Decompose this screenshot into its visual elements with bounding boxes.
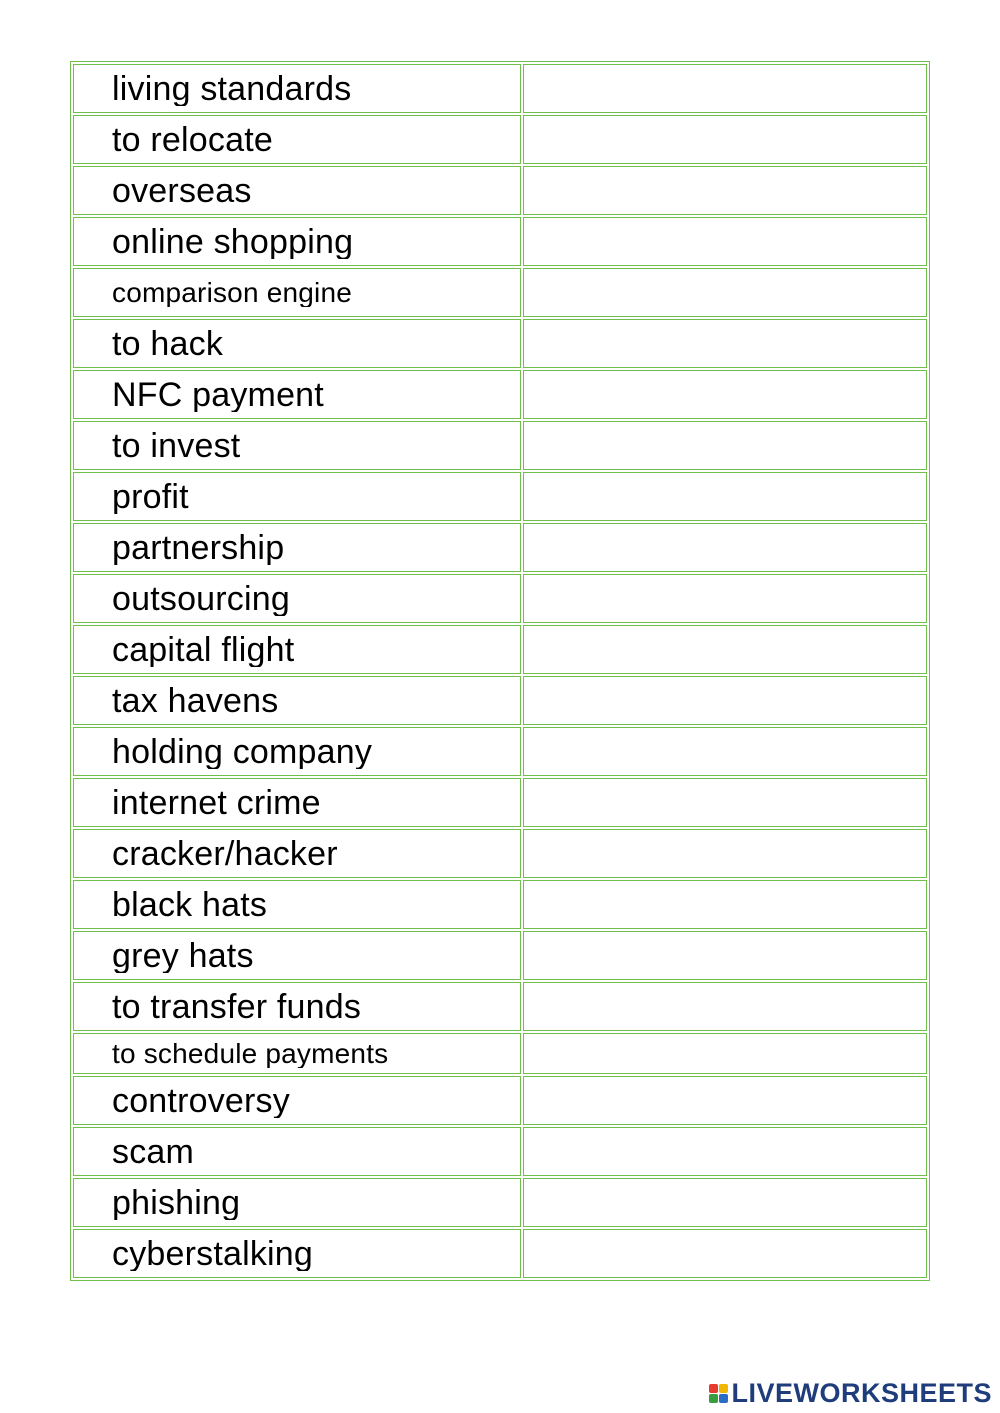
answer-input[interactable]	[524, 65, 926, 112]
answer-input[interactable]	[524, 626, 926, 673]
table-row	[73, 727, 927, 776]
table-row	[73, 268, 927, 317]
table-row	[73, 625, 927, 674]
table-row	[73, 829, 927, 878]
answer-input[interactable]	[524, 422, 926, 469]
term-label: profit	[112, 479, 189, 514]
answer-cell[interactable]	[523, 115, 927, 164]
term-cell	[73, 472, 521, 521]
term-cell	[73, 115, 521, 164]
term-label: phishing	[112, 1185, 241, 1220]
term-cell	[73, 931, 521, 980]
term-cell	[73, 268, 521, 317]
term-cell	[73, 676, 521, 725]
answer-input[interactable]	[524, 371, 926, 418]
vocabulary-table	[70, 61, 930, 1281]
answer-cell[interactable]	[523, 217, 927, 266]
term-label: to invest	[112, 428, 241, 463]
table-row	[73, 64, 927, 113]
logo-text: LIVEWORKSHEETS	[731, 1378, 992, 1408]
answer-input[interactable]	[524, 728, 926, 775]
table-row	[73, 1178, 927, 1227]
term-label: scam	[112, 1134, 195, 1169]
table-row	[73, 472, 927, 521]
table-row	[73, 217, 927, 266]
answer-cell[interactable]	[523, 268, 927, 317]
answer-cell[interactable]	[523, 472, 927, 521]
term-cell	[73, 574, 521, 623]
answer-cell[interactable]	[523, 370, 927, 419]
term-label: holding company	[112, 734, 373, 769]
term-cell	[73, 370, 521, 419]
answer-input[interactable]	[524, 932, 926, 979]
table-row	[73, 319, 927, 368]
term-label: to hack	[112, 326, 224, 361]
term-cell	[73, 1033, 521, 1074]
table-row	[73, 1076, 927, 1125]
term-label: capital flight	[112, 632, 295, 667]
term-cell	[73, 523, 521, 572]
term-cell	[73, 880, 521, 929]
logo-square-yellow	[719, 1384, 728, 1393]
term-cell	[73, 625, 521, 674]
answer-input[interactable]	[524, 677, 926, 724]
table-row	[73, 880, 927, 929]
answer-input[interactable]	[524, 1077, 926, 1124]
table-row	[73, 676, 927, 725]
term-label: cyberstalking	[112, 1236, 314, 1271]
table-row	[73, 115, 927, 164]
term-label: cracker/hacker	[112, 836, 338, 871]
term-cell	[73, 217, 521, 266]
answer-cell[interactable]	[523, 880, 927, 929]
answer-input[interactable]	[524, 1230, 926, 1277]
liveworksheets-logo-icon	[709, 1384, 728, 1403]
term-cell	[73, 64, 521, 113]
answer-cell[interactable]	[523, 523, 927, 572]
answer-input[interactable]	[524, 983, 926, 1030]
answer-input[interactable]	[524, 218, 926, 265]
answer-cell[interactable]	[523, 1178, 927, 1227]
term-cell	[73, 319, 521, 368]
term-cell	[73, 778, 521, 827]
table-row	[73, 778, 927, 827]
term-label: overseas	[112, 173, 252, 208]
table-row	[73, 421, 927, 470]
answer-input[interactable]	[524, 1034, 926, 1073]
answer-input[interactable]	[524, 1128, 926, 1175]
answer-input[interactable]	[524, 881, 926, 928]
answer-cell[interactable]	[523, 931, 927, 980]
table-row	[73, 1229, 927, 1278]
term-label: to transfer funds	[112, 989, 362, 1024]
table-row	[73, 1033, 927, 1074]
answer-cell[interactable]	[523, 727, 927, 776]
answer-cell[interactable]	[523, 1127, 927, 1176]
term-cell	[73, 421, 521, 470]
answer-cell[interactable]	[523, 574, 927, 623]
liveworksheets-logo[interactable]	[709, 1378, 992, 1409]
table-row	[73, 370, 927, 419]
term-label: outsourcing	[112, 581, 290, 616]
answer-input[interactable]	[524, 575, 926, 622]
answer-input[interactable]	[524, 116, 926, 163]
answer-cell[interactable]	[523, 1076, 927, 1125]
term-cell	[73, 1076, 521, 1125]
logo-square-blue	[719, 1394, 728, 1403]
answer-cell[interactable]	[523, 64, 927, 113]
answer-cell[interactable]	[523, 829, 927, 878]
term-cell	[73, 1229, 521, 1278]
term-cell	[73, 1127, 521, 1176]
term-label: comparison engine	[112, 278, 352, 307]
term-label: black hats	[112, 887, 268, 922]
term-label: tax havens	[112, 683, 279, 718]
answer-cell[interactable]	[523, 676, 927, 725]
answer-input[interactable]	[524, 779, 926, 826]
answer-cell[interactable]	[523, 778, 927, 827]
term-cell	[73, 1178, 521, 1227]
term-label: NFC payment	[112, 377, 324, 412]
table-row	[73, 574, 927, 623]
table-row	[73, 982, 927, 1031]
answer-cell[interactable]	[523, 319, 927, 368]
term-label: grey hats	[112, 938, 254, 973]
answer-cell[interactable]	[523, 1033, 927, 1074]
answer-input[interactable]	[524, 1179, 926, 1226]
term-label: to relocate	[112, 122, 273, 157]
answer-input[interactable]	[524, 320, 926, 367]
answer-cell[interactable]	[523, 625, 927, 674]
term-label: controversy	[112, 1083, 290, 1118]
answer-input[interactable]	[524, 167, 926, 214]
table-row	[73, 931, 927, 980]
term-cell	[73, 727, 521, 776]
term-cell	[73, 982, 521, 1031]
answer-cell[interactable]	[523, 421, 927, 470]
term-label: living standards	[112, 71, 352, 106]
logo-square-green	[709, 1394, 718, 1403]
term-label: internet crime	[112, 785, 321, 820]
table-row	[73, 523, 927, 572]
term-label: partnership	[112, 530, 285, 565]
table-row	[73, 1127, 927, 1176]
answer-cell[interactable]	[523, 982, 927, 1031]
term-label: to schedule payments	[112, 1039, 389, 1068]
answer-cell[interactable]	[523, 1229, 927, 1278]
answer-input[interactable]	[524, 473, 926, 520]
answer-cell[interactable]	[523, 166, 927, 215]
answer-input[interactable]	[524, 269, 926, 316]
answer-input[interactable]	[524, 830, 926, 877]
logo-square-red	[709, 1384, 718, 1393]
term-cell	[73, 829, 521, 878]
term-cell	[73, 166, 521, 215]
term-label: online shopping	[112, 224, 354, 259]
answer-input[interactable]	[524, 524, 926, 571]
table-row	[73, 166, 927, 215]
